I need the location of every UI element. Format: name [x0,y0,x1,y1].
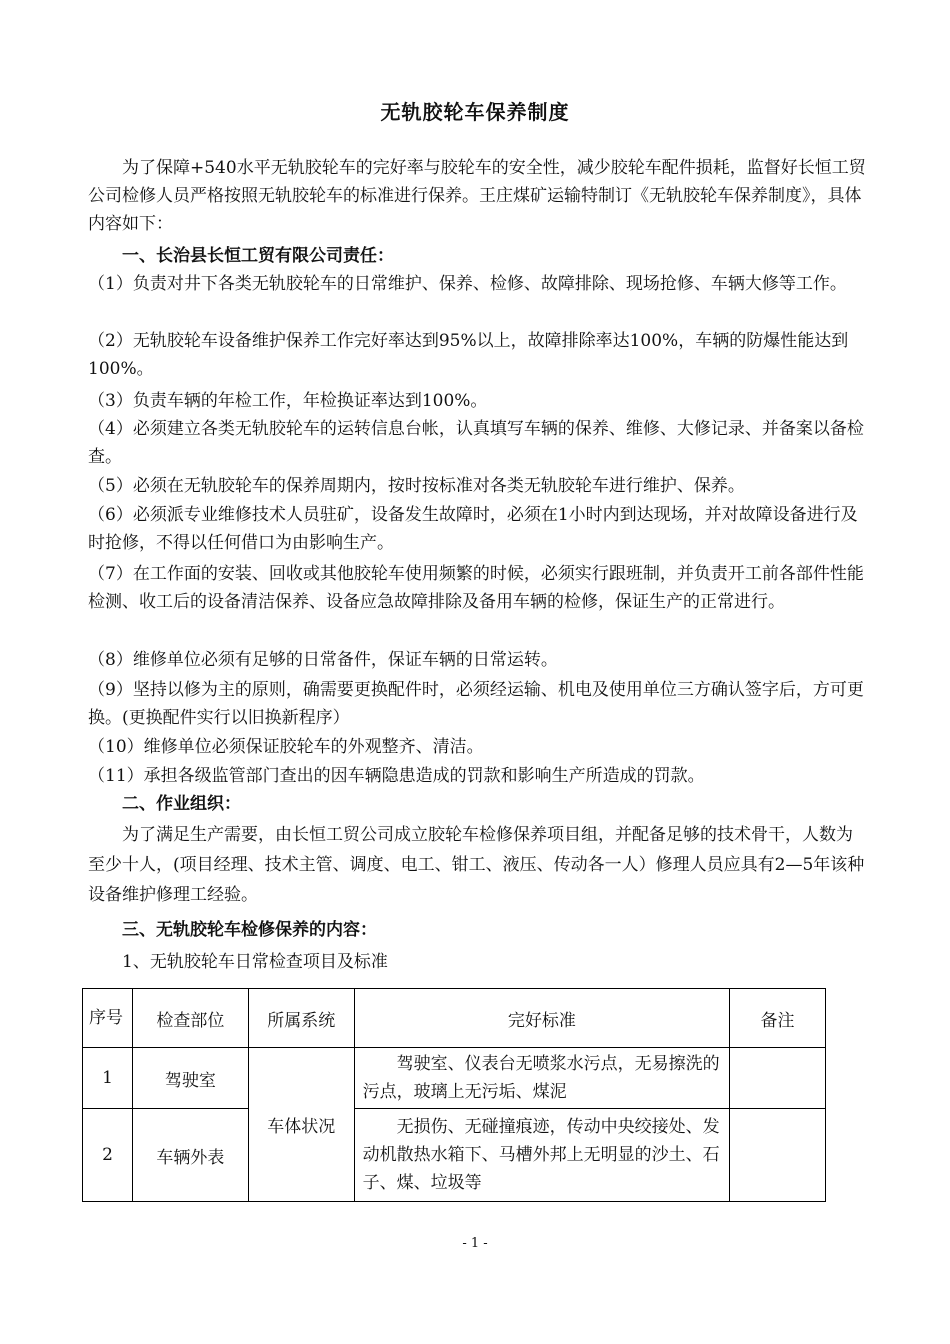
section1-item: （7）在工作面的安装、回收或其他胶轮车使用频繁的时候，必须实行跟班制，并负责开工前各部件性能检测、收工后的设备清洁保养、设备应急故障排除及备用车辆的检修，保证生产的正常进行。 [88,564,864,612]
section1-item: （5）必须在无轨胶轮车的保养周期内，按时按标准对各类无轨胶轮车进行维护、保养。 [88,476,745,496]
section1-item: （4）必须建立各类无轨胶轮车的运转信息台帐，认真填写车辆的保养、维修、大修记录、并备案以备检查。 [88,419,864,467]
cell-no: 2 [83,1109,133,1202]
header-cell-part: 检查部位 [132,989,248,1048]
intro-paragraph: 为了保障+540水平无轨胶轮车的完好率与胶轮车的安全性，减少胶轮车配件损耗，监督好长恒工贸公司检修人员严格按照无轨胶轮车的标准进行保养。王庄煤矿运输特制订《无轨胶轮车保养制度》，具体内容如下： [88,158,866,234]
header-cell-standard: 完好标准 [354,989,729,1048]
section1-item: （9）坚持以修为主的原则，确需要更换配件时，必须经运输、机电及使用单位三方确认签字后，方可更换。(更换配件实行以旧换新程序） [88,680,864,728]
cell-standard: 无损伤、无碰撞痕迹，传动中央绞接处、发动机散热水箱下、马槽外邦上无明显的沙土、石子、煤、垃圾等 [354,1109,729,1202]
section1-item: （11）承担各级监管部门查出的因车辆隐患造成的罚款和影响生产所造成的罚款。 [88,766,705,786]
page-number: - 1 - [462,1236,488,1251]
cell-note [730,1109,826,1202]
table-header-row [83,989,826,1048]
section2-paragraph: 为了满足生产需要，由长恒工贸公司成立胶轮车检修保养项目组，并配备足够的技术骨干，人数为至少十人，(项目经理、技术主管、调度、电工、钳工、液压、传动各一人）修理人员应具有2—5年该种设备维护修理工经验。 [88,825,865,905]
cell-part: 驾驶室 [132,1048,248,1109]
cell-standard: 驾驶室、仪表台无喷浆水污点，无易擦洗的污点，玻璃上无污垢、煤泥 [354,1048,729,1109]
section2-heading: 二、作业组织： [122,794,241,814]
page-title: 无轨胶轮车保养制度 [380,100,570,124]
section1-item: （3）负责车辆的年检工作，年检换证率达到100%。 [88,391,488,411]
header-cell-note: 备注 [730,989,826,1048]
section1-item: （1）负责对井下各类无轨胶轮车的日常维护、保养、检修、故障排除、现场抢修、车辆大修等工作。 [88,274,847,294]
section1-item: （8）维修单位必须有足够的日常备件，保证车辆的日常运转。 [88,650,558,670]
cell-no: 1 [83,1048,133,1109]
header-cell-system: 所属系统 [248,989,354,1048]
cell-note [730,1048,826,1109]
table-row [83,1048,826,1109]
section3-subheading: 1、无轨胶轮车日常检查项目及标准 [122,952,388,972]
cell-part: 车辆外表 [132,1109,248,1202]
section1-heading: 一、长治县长恒工贸有限公司责任： [122,246,394,266]
inspection-table [82,988,826,1202]
section1-item: （6）必须派专业维修技术人员驻矿，设备发生故障时，必须在1小时内到达现场，并对故障设备进行及时抢修，不得以任何借口为由影响生产。 [88,505,858,553]
section1-item: （2）无轨胶轮车设备维护保养工作完好率达到95%以上，故障排除率达100%，车辆的防爆性能达到100%。 [88,331,849,379]
cell-system: 车体状况 [248,1048,354,1202]
header-cell-no [83,989,133,1048]
section3-heading: 三、无轨胶轮车检修保养的内容： [122,920,377,940]
table-row [83,1109,826,1202]
header-no-text: 序号 [89,1008,123,1028]
section1-item: （10）维修单位必须保证胶轮车的外观整齐、清洁。 [88,737,484,757]
